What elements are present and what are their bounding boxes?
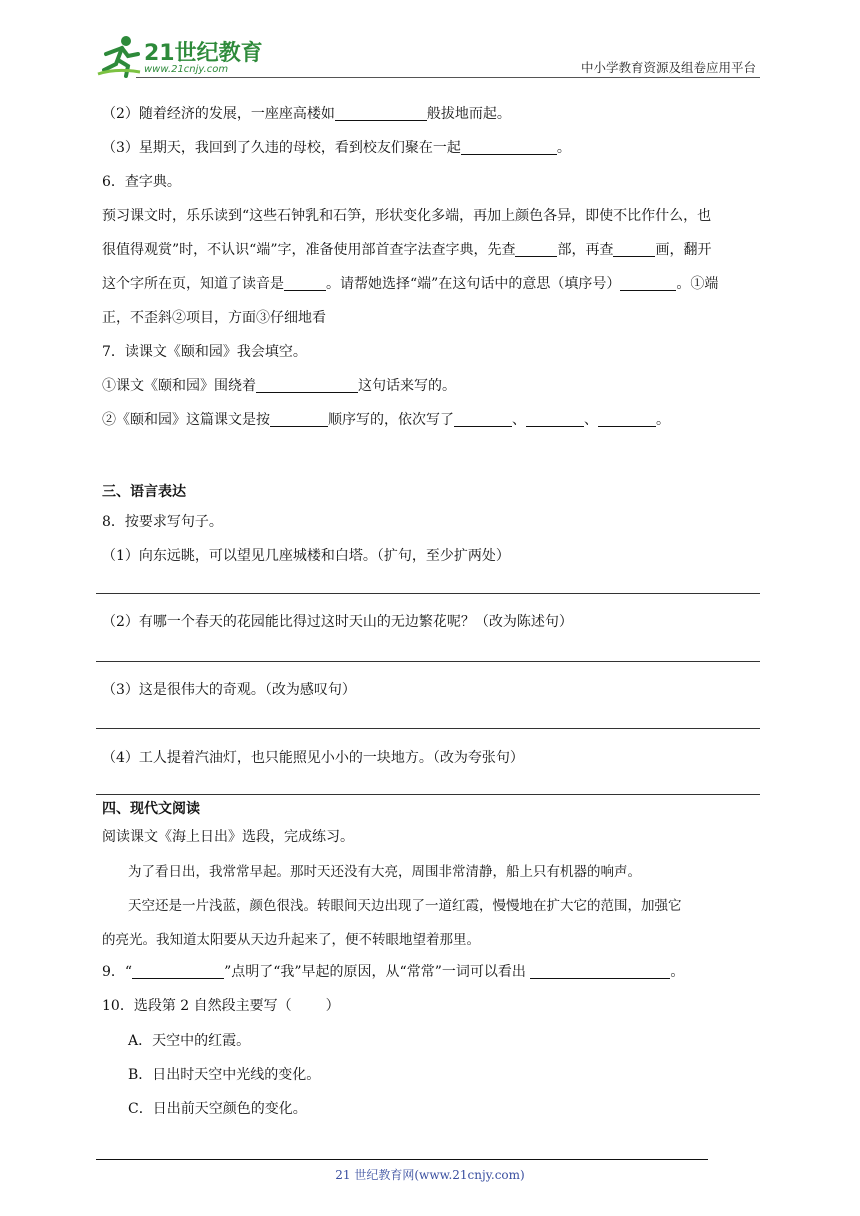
- q7-item-2-end: 。: [656, 412, 670, 428]
- answer-line[interactable]: [96, 593, 760, 594]
- q5-item-2-tail: 般拔地而起。: [426, 106, 511, 122]
- answer-blank[interactable]: [284, 276, 326, 291]
- passage-paragraph-1: 为了看日出，我常常早起。那时天还没有大亮，周围非常清静，船上只有机器的响声。: [128, 864, 641, 880]
- answer-blank[interactable]: [335, 106, 427, 121]
- q10-title: [102, 996, 340, 1016]
- site-logo: [96, 34, 266, 78]
- q8-title: 8．按要求写句子。: [102, 514, 223, 530]
- q9-open: 9．“: [102, 964, 133, 980]
- q7-title: 7．读课文《颐和园》我会填空。: [102, 344, 307, 360]
- q10-option-c[interactable]: C．日出前天空颜色的变化。: [128, 1101, 307, 1117]
- separator: 、: [584, 412, 598, 428]
- q9: [102, 962, 684, 982]
- answer-blank[interactable]: [461, 140, 557, 155]
- q5-item-2-text: （2）随着经济的发展，一座座高楼如: [102, 106, 335, 122]
- q6-line-1: 预习课文时，乐乐读到“这些石钟乳和石笋，形状变化多端，再加上颜色各异，即使不比作什么，也: [102, 208, 712, 224]
- separator: 、: [512, 412, 526, 428]
- platform-label: 中小学教育资源及组卷应用平台: [580, 60, 756, 75]
- answer-blank[interactable]: [530, 964, 670, 979]
- q7-item-2-text: ②《颐和园》这篇课文是按: [102, 412, 270, 428]
- answer-line[interactable]: [96, 728, 760, 729]
- q5-item-2: [102, 104, 511, 124]
- q8-item-4: （4）工人提着汽油灯，也只能照见小小的一块地方。（改为夸张句）: [102, 750, 524, 766]
- answer-blank[interactable]: [598, 412, 656, 427]
- q9-text: ”点明了“我”早起的原因，从“常常”一词可以看出: [224, 964, 531, 980]
- footer-link[interactable]: 21 世纪教育网(www.21cnjy.com): [335, 1168, 525, 1182]
- q7-item-1: [102, 376, 456, 396]
- answer-blank[interactable]: [256, 378, 358, 393]
- q7-item-2: [102, 410, 670, 430]
- answer-line[interactable]: [96, 794, 760, 795]
- answer-blank[interactable]: [132, 964, 224, 979]
- q5-item-3-text: （3）星期天，我回到了久违的母校，看到校友们聚在一起: [102, 140, 461, 156]
- q5-item-3-tail: 。: [556, 140, 571, 156]
- q6-title: 6．查字典。: [102, 174, 181, 190]
- section-4-heading: 四、现代文阅读: [102, 801, 200, 817]
- answer-blank[interactable]: [454, 412, 512, 427]
- reading-intro: 阅读课文《海上日出》选段，完成练习。: [102, 829, 354, 845]
- q7-item-1-text: ①课文《颐和园》围绕着: [102, 378, 256, 394]
- answer-blank[interactable]: [620, 276, 676, 291]
- passage-paragraph-2: 天空还是一片浅蓝，颜色很浅。转眼间天边出现了一道红霞，慢慢地在扩大它的范围，加强它: [128, 898, 682, 914]
- answer-line[interactable]: [96, 661, 760, 662]
- q7-item-1-tail: 这句话来写的。: [358, 378, 456, 394]
- q6-line-2-b: 部，再查: [557, 242, 614, 258]
- q8-item-3: （3）这是很伟大的奇观。（改为感叹句）: [102, 682, 356, 698]
- q6-line-4: 正，不歪斜②项目，方面③仔细地看: [102, 310, 326, 326]
- q9-end: 。: [670, 964, 685, 980]
- q6-line-2-c: 画，翻开: [655, 242, 712, 258]
- logo-url: www.21cnjy.com: [144, 64, 229, 75]
- q6-line-2: [102, 240, 711, 260]
- section-3-heading: 三、语言表达: [102, 484, 186, 500]
- answer-blank[interactable]: [613, 242, 655, 257]
- footer-divider: [96, 1159, 708, 1160]
- q10-option-a[interactable]: A．天空中的红霞。: [128, 1033, 251, 1049]
- logo-title: 21世纪教育: [144, 41, 263, 66]
- q10-text: 10．选段第 2 自然段主要写（: [102, 998, 292, 1014]
- q6-line-3-b: 。请帮她选择“端”在这句话中的意思（填序号）: [326, 276, 621, 292]
- q6-line-2-a: 很值得观赏”时，不认识“端”字，准备使用部首查字法查字典，先查: [102, 242, 516, 258]
- answer-blank[interactable]: [270, 412, 328, 427]
- header-divider: [136, 77, 760, 78]
- runner-logo-icon: [96, 34, 142, 78]
- q10-close: ）: [325, 998, 340, 1014]
- q7-item-2-mid: 顺序写的，依次写了: [328, 412, 454, 428]
- q10-option-b[interactable]: B．日出时天空中光线的变化。: [128, 1067, 321, 1083]
- q8-item-2: （2）有哪一个春天的花园能比得过这时天山的无边繁花呢？（改为陈述句）: [102, 614, 573, 630]
- q6-line-3-c: 。①端: [676, 276, 719, 292]
- passage-paragraph-2-cont: 的亮光。我知道太阳要从天边升起来了，便不转眼地望着那里。: [102, 932, 480, 948]
- answer-blank[interactable]: [515, 242, 557, 257]
- q6-line-3-a: 这个字所在页，知道了读音是: [102, 276, 284, 292]
- answer-blank[interactable]: [526, 412, 584, 427]
- q8-item-1: （1）向东远眺，可以望见几座城楼和白塔。（扩句，至少扩两处）: [102, 548, 510, 564]
- q5-item-3: [102, 138, 571, 158]
- q6-line-3: [102, 274, 718, 294]
- page-header: [96, 30, 760, 80]
